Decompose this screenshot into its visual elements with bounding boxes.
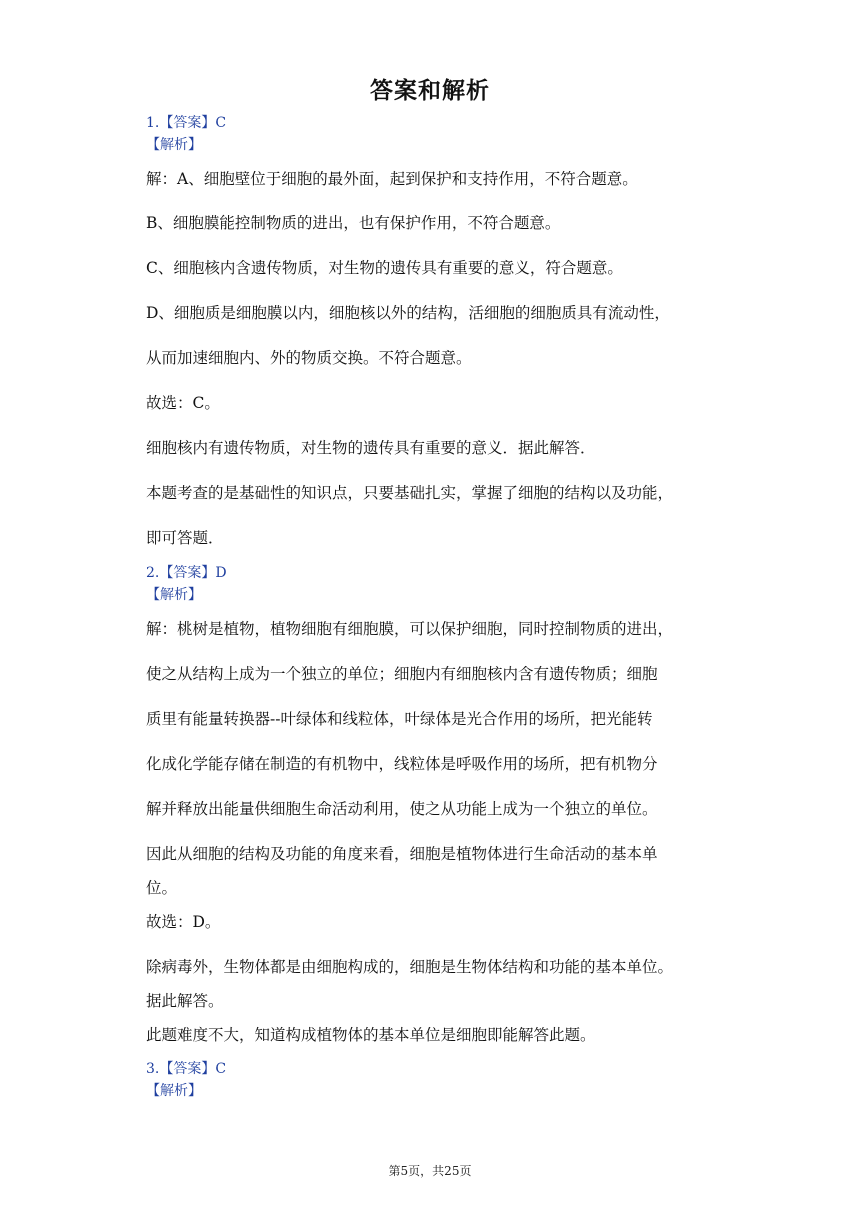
q1-line: 本题考查的是基础性的知识点，只要基础扎实，掌握了细胞的结构以及功能， — [146, 484, 674, 502]
q2-line: 使之从结构上成为一个独立的单位；细胞内有细胞核内含有遗传物质；细胞 — [146, 665, 658, 683]
q1-line: D、细胞质是细胞膜以内，细胞核以外的结构，活细胞的细胞质具有流动性， — [146, 304, 670, 322]
q1-line: 故选：C。 — [146, 394, 220, 412]
page-footer: 第5页，共25页 — [388, 1164, 472, 1178]
q2-analysis-label: 【解析】 — [146, 587, 202, 603]
q2-line: 因此从细胞的结构及功能的角度来看，细胞是植物体进行生命活动的基本单 — [146, 845, 658, 863]
q1-analysis-label: 【解析】 — [146, 137, 202, 153]
q1-line: B、细胞膜能控制物质的进出，也有保护作用，不符合题意。 — [146, 214, 561, 232]
page-title: 答案和解析 — [370, 77, 490, 104]
q2-line: 解并释放出能量供细胞生命活动利用，使之从功能上成为一个独立的单位。 — [146, 800, 658, 818]
q2-line: 故选：D。 — [146, 913, 221, 931]
q2-answer: 2.【答案】D — [146, 565, 227, 581]
q2-line: 质里有能量转换器--叶绿体和线粒体，叶绿体是光合作用的场所，把光能转 — [146, 710, 653, 728]
q2-line: 此题难度不大，知道构成植物体的基本单位是细胞即能解答此题。 — [146, 1026, 596, 1044]
q1-line: 从而加速细胞内、外的物质交换。不符合题意。 — [146, 349, 472, 367]
q1-line: 解：A、细胞壁位于细胞的最外面，起到保护和支持作用，不符合题意。 — [146, 170, 638, 188]
q3-analysis-label: 【解析】 — [146, 1083, 202, 1099]
q1-line: 细胞核内有遗传物质，对生物的遗传具有重要的意义．据此解答． — [146, 439, 596, 457]
q2-line: 位。 — [146, 879, 178, 897]
q2-line: 解：桃树是植物，植物细胞有细胞膜，可以保护细胞，同时控制物质的进出， — [146, 620, 674, 638]
q3-answer: 3.【答案】C — [146, 1061, 227, 1077]
q1-line: C、细胞核内含遗传物质，对生物的遗传具有重要的意义，符合题意。 — [146, 259, 623, 277]
q2-line: 据此解答。 — [146, 992, 224, 1010]
q1-line: 即可答题． — [146, 529, 224, 547]
q2-line: 除病毒外，生物体都是由细胞构成的，细胞是生物体结构和功能的基本单位。 — [146, 958, 674, 976]
q1-answer: 1.【答案】C — [146, 115, 227, 131]
q2-line: 化成化学能存储在制造的有机物中，线粒体是呼吸作用的场所，把有机物分 — [146, 755, 658, 773]
